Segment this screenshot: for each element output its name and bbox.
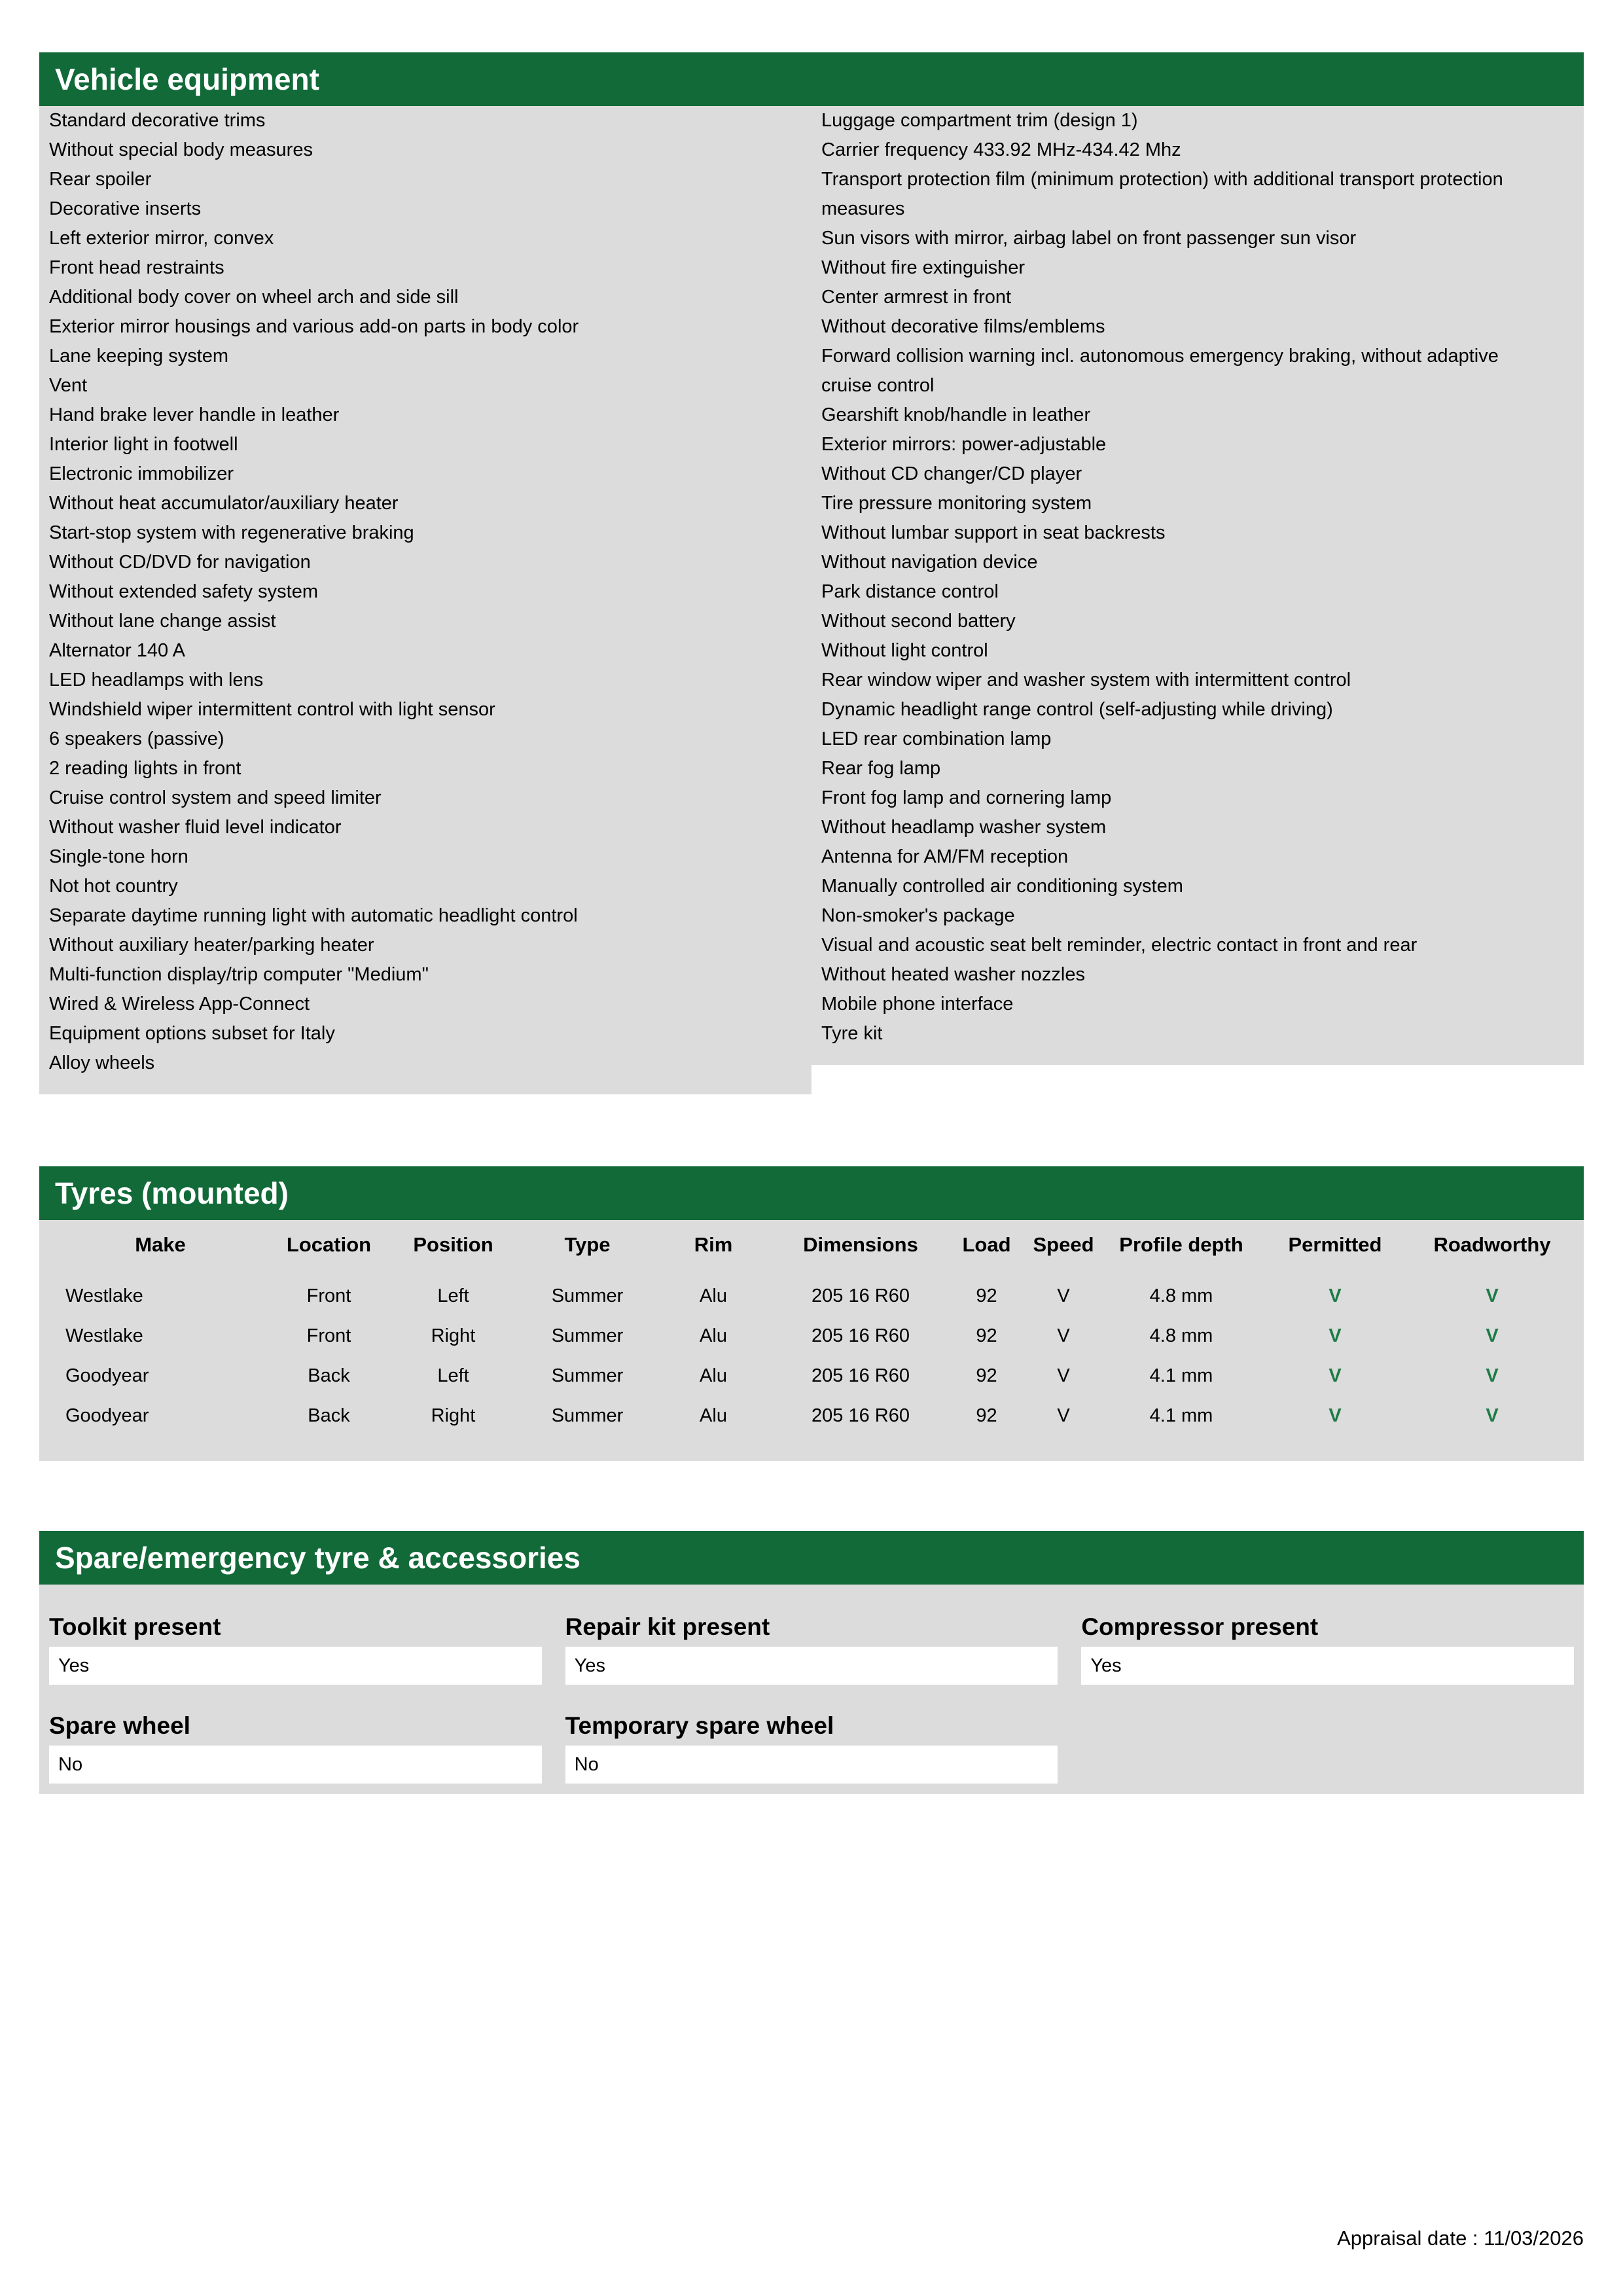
equipment-item: Without extended safety system (49, 581, 319, 602)
tyre-position-cell: Right (431, 1325, 476, 1346)
equipment-item: Multi-function display/trip computer "Medium" (49, 964, 429, 985)
equipment-item: Visual and acoustic seat belt reminder, electric contact in front and rear (821, 935, 1418, 956)
tyres-title: Tyres (mounted) (55, 1176, 289, 1210)
spare-title: Spare/emergency tyre & accessories (55, 1541, 580, 1575)
tyre-profile-depth-cell: 4.1 mm (1149, 1365, 1213, 1386)
tyre-speed-cell: V (1057, 1365, 1070, 1386)
equipment-item: Luggage compartment trim (design 1) (821, 110, 1138, 131)
equipment-item: Without CD changer/CD player (821, 463, 1082, 484)
equipment-item: Forward collision warning incl. autonomous emergency braking, without adaptive cruise control (821, 346, 1499, 396)
tyres-column-header: Location (286, 1233, 372, 1256)
tyre-type-cell: Summer (551, 1285, 624, 1306)
equipment-item: Decorative inserts (49, 198, 202, 219)
spare-field-value-box (565, 1746, 1058, 1784)
equipment-item: Tyre kit (821, 1023, 883, 1044)
tyre-row (49, 1316, 1574, 1356)
vehicle-equipment-section (39, 52, 1584, 1094)
spare-field-label: Compressor present (1081, 1613, 1319, 1640)
tyre-permitted-check: V (1329, 1285, 1342, 1306)
equipment-item: Transport protection film (minimum protection) with additional transport protection measures (821, 169, 1503, 219)
tyres-rows (49, 1276, 1574, 1436)
tyre-speed-cell: V (1057, 1325, 1070, 1346)
tyre-rim-cell: Alu (700, 1405, 727, 1426)
equipment-item: Rear spoiler (49, 169, 152, 190)
tyre-type-cell: Summer (551, 1325, 624, 1346)
tyres-section (39, 1166, 1584, 1461)
equipment-item: LED headlamps with lens (49, 670, 264, 691)
spare-fields-grid (49, 1612, 1574, 1784)
spare-field (565, 1711, 1058, 1784)
tyres-column-header: Profile depth (1119, 1233, 1243, 1256)
equipment-item: Exterior mirror housings and various add-on parts in body color (49, 316, 579, 337)
tyre-profile-depth-cell: 4.1 mm (1149, 1405, 1213, 1426)
tyre-make-cell: Goodyear (65, 1365, 149, 1386)
spare-field-value: Yes (1090, 1655, 1122, 1676)
tyre-location-cell: Front (306, 1325, 351, 1346)
tyres-column-header: Position (413, 1233, 493, 1256)
tyre-rim-cell: Alu (700, 1325, 727, 1346)
spare-field (49, 1612, 542, 1685)
tyre-roadworthy-check: V (1486, 1285, 1499, 1306)
tyre-speed-cell: V (1057, 1405, 1070, 1426)
equipment-item: Exterior mirrors: power-adjustable (821, 434, 1107, 455)
equipment-item: Lane keeping system (49, 346, 229, 367)
appraisal-date: Appraisal date : 11/03/2026 (1337, 2227, 1584, 2250)
equipment-item: Without lane change assist (49, 611, 276, 632)
equipment-item: 2 reading lights in front (49, 758, 241, 779)
equipment-item: Gearshift knob/handle in leather (821, 404, 1091, 425)
equipment-item: Equipment options subset for Italy (49, 1023, 335, 1044)
tyre-roadworthy-check: V (1486, 1325, 1499, 1346)
vehicle-equipment-header-bar (39, 52, 1584, 106)
equipment-item: Without headlamp washer system (821, 817, 1107, 838)
spare-panel (39, 1585, 1584, 1794)
spare-header-bar (39, 1531, 1584, 1585)
tyre-rim-cell: Alu (700, 1285, 727, 1306)
tyres-column-header: Load (962, 1233, 1011, 1256)
tyres-column-header: Type (564, 1233, 611, 1256)
tyres-column-header: Dimensions (803, 1233, 918, 1256)
spare-field-value-box (1081, 1647, 1574, 1685)
tyre-make-cell: Westlake (65, 1325, 143, 1346)
equipment-item: Without special body measures (49, 139, 313, 160)
equipment-item: Carrier frequency 433.92 MHz-434.42 Mhz (821, 139, 1181, 160)
equipment-item: Without washer fluid level indicator (49, 817, 342, 838)
tyre-row (49, 1276, 1574, 1316)
equipment-item: Standard decorative trims (49, 110, 266, 131)
spare-field-value: No (58, 1753, 83, 1775)
equipment-item: Without fire extinguisher (821, 257, 1026, 278)
spare-field-value-box (49, 1746, 542, 1784)
tyre-type-cell: Summer (551, 1405, 624, 1426)
tyre-make-cell: Westlake (65, 1285, 143, 1306)
tyre-position-cell: Right (431, 1405, 476, 1426)
equipment-item: Without CD/DVD for navigation (49, 552, 311, 573)
equipment-list-left (39, 106, 812, 1094)
equipment-item: Dynamic headlight range control (self-adjusting while driving) (821, 699, 1333, 720)
equipment-item: Alloy wheels (49, 1052, 155, 1073)
equipment-item: Without navigation device (821, 552, 1038, 573)
tyres-header-row (49, 1220, 1574, 1276)
spare-field-value: No (574, 1753, 599, 1775)
equipment-item: Without second battery (821, 611, 1016, 632)
tyres-table-panel (39, 1220, 1584, 1461)
tyre-rim-cell: Alu (700, 1365, 727, 1386)
tyre-dimensions-cell: 205 16 R60 (812, 1405, 910, 1426)
equipment-item: Rear fog lamp (821, 758, 941, 779)
tyre-type-cell: Summer (551, 1365, 624, 1386)
equipment-item: 6 speakers (passive) (49, 728, 224, 749)
spare-field (1081, 1612, 1574, 1685)
tyre-position-cell: Left (437, 1365, 469, 1386)
spare-field (565, 1612, 1058, 1685)
equipment-item: Left exterior mirror, convex (49, 228, 274, 249)
spare-field-label: Temporary spare wheel (565, 1712, 834, 1739)
equipment-item: Not hot country (49, 876, 178, 897)
equipment-item: Alternator 140 A (49, 640, 185, 661)
equipment-item: Manually controlled air conditioning system (821, 876, 1183, 897)
tyre-load-cell: 92 (976, 1325, 997, 1346)
spare-field-value: Yes (574, 1655, 605, 1676)
tyres-column-header: Make (135, 1233, 186, 1256)
tyre-row (49, 1356, 1574, 1396)
equipment-item: Rear window wiper and washer system with intermittent control (821, 670, 1351, 691)
tyres-header-bar (39, 1166, 1584, 1220)
tyre-make-cell: Goodyear (65, 1405, 149, 1426)
tyre-load-cell: 92 (976, 1365, 997, 1386)
tyre-roadworthy-check: V (1486, 1405, 1499, 1426)
tyre-profile-depth-cell: 4.8 mm (1149, 1285, 1213, 1306)
vehicle-equipment-body (39, 106, 1584, 1094)
spare-field-value-box (565, 1647, 1058, 1685)
equipment-item: Front fog lamp and cornering lamp (821, 787, 1112, 808)
tyre-profile-depth-cell: 4.8 mm (1149, 1325, 1213, 1346)
vehicle-equipment-title: Vehicle equipment (55, 62, 319, 96)
tyre-permitted-check: V (1329, 1365, 1342, 1386)
tyres-column-header: Roadworthy (1433, 1233, 1551, 1256)
equipment-item: Single-tone horn (49, 846, 188, 867)
equipment-item: Vent (49, 375, 88, 396)
spare-field-value-box (49, 1647, 542, 1685)
equipment-item: Additional body cover on wheel arch and side sill (49, 287, 459, 308)
equipment-item: Park distance control (821, 581, 999, 602)
tyre-dimensions-cell: 205 16 R60 (812, 1325, 910, 1346)
tyre-location-cell: Back (308, 1365, 350, 1386)
equipment-item: Hand brake lever handle in leather (49, 404, 340, 425)
tyre-position-cell: Left (437, 1285, 469, 1306)
tyre-speed-cell: V (1057, 1285, 1070, 1306)
tyre-row (49, 1396, 1574, 1436)
spare-field-value: Yes (58, 1655, 90, 1676)
equipment-item: Without auxiliary heater/parking heater (49, 935, 374, 956)
equipment-item: Wired & Wireless App-Connect (49, 994, 310, 1014)
equipment-item: Tire pressure monitoring system (821, 493, 1092, 514)
equipment-item: Sun visors with mirror, airbag label on front passenger sun visor (821, 228, 1357, 249)
equipment-item: Non-smoker's package (821, 905, 1015, 926)
tyres-table (49, 1220, 1574, 1436)
tyre-location-cell: Back (308, 1405, 350, 1426)
tyre-permitted-check: V (1329, 1325, 1342, 1346)
equipment-item: Start-stop system with regenerative braking (49, 522, 414, 543)
spare-field (49, 1711, 542, 1784)
equipment-item: Without decorative films/emblems (821, 316, 1105, 337)
equipment-item: Front head restraints (49, 257, 224, 278)
spare-field-label: Repair kit present (565, 1613, 770, 1640)
tyre-location-cell: Front (306, 1285, 351, 1306)
tyres-column-header: Speed (1033, 1233, 1094, 1256)
tyres-column-header: Rim (694, 1233, 733, 1256)
equipment-item: Without heated washer nozzles (821, 964, 1085, 985)
equipment-item: Antenna for AM/FM reception (821, 846, 1069, 867)
equipment-item: Interior light in footwell (49, 434, 238, 455)
spare-field-label: Toolkit present (49, 1613, 221, 1640)
equipment-item: Electronic immobilizer (49, 463, 234, 484)
equipment-item: LED rear combination lamp (821, 728, 1052, 749)
tyre-dimensions-cell: 205 16 R60 (812, 1285, 910, 1306)
equipment-item: Cruise control system and speed limiter (49, 787, 382, 808)
equipment-list-right (812, 106, 1584, 1065)
equipment-item: Separate daytime running light with automatic headlight control (49, 905, 578, 926)
equipment-item: Without lumbar support in seat backrests (821, 522, 1166, 543)
tyre-dimensions-cell: 205 16 R60 (812, 1365, 910, 1386)
tyres-column-header: Permitted (1288, 1233, 1382, 1256)
tyre-load-cell: 92 (976, 1405, 997, 1426)
equipment-item: Windshield wiper intermittent control with light sensor (49, 699, 495, 720)
tyre-roadworthy-check: V (1486, 1365, 1499, 1386)
spare-field-label: Spare wheel (49, 1712, 190, 1739)
equipment-item: Without heat accumulator/auxiliary heater (49, 493, 399, 514)
equipment-item: Mobile phone interface (821, 994, 1014, 1014)
spare-section (39, 1531, 1584, 1794)
tyre-load-cell: 92 (976, 1285, 997, 1306)
equipment-item: Center armrest in front (821, 287, 1012, 308)
equipment-item: Without light control (821, 640, 988, 661)
tyre-permitted-check: V (1329, 1405, 1342, 1426)
